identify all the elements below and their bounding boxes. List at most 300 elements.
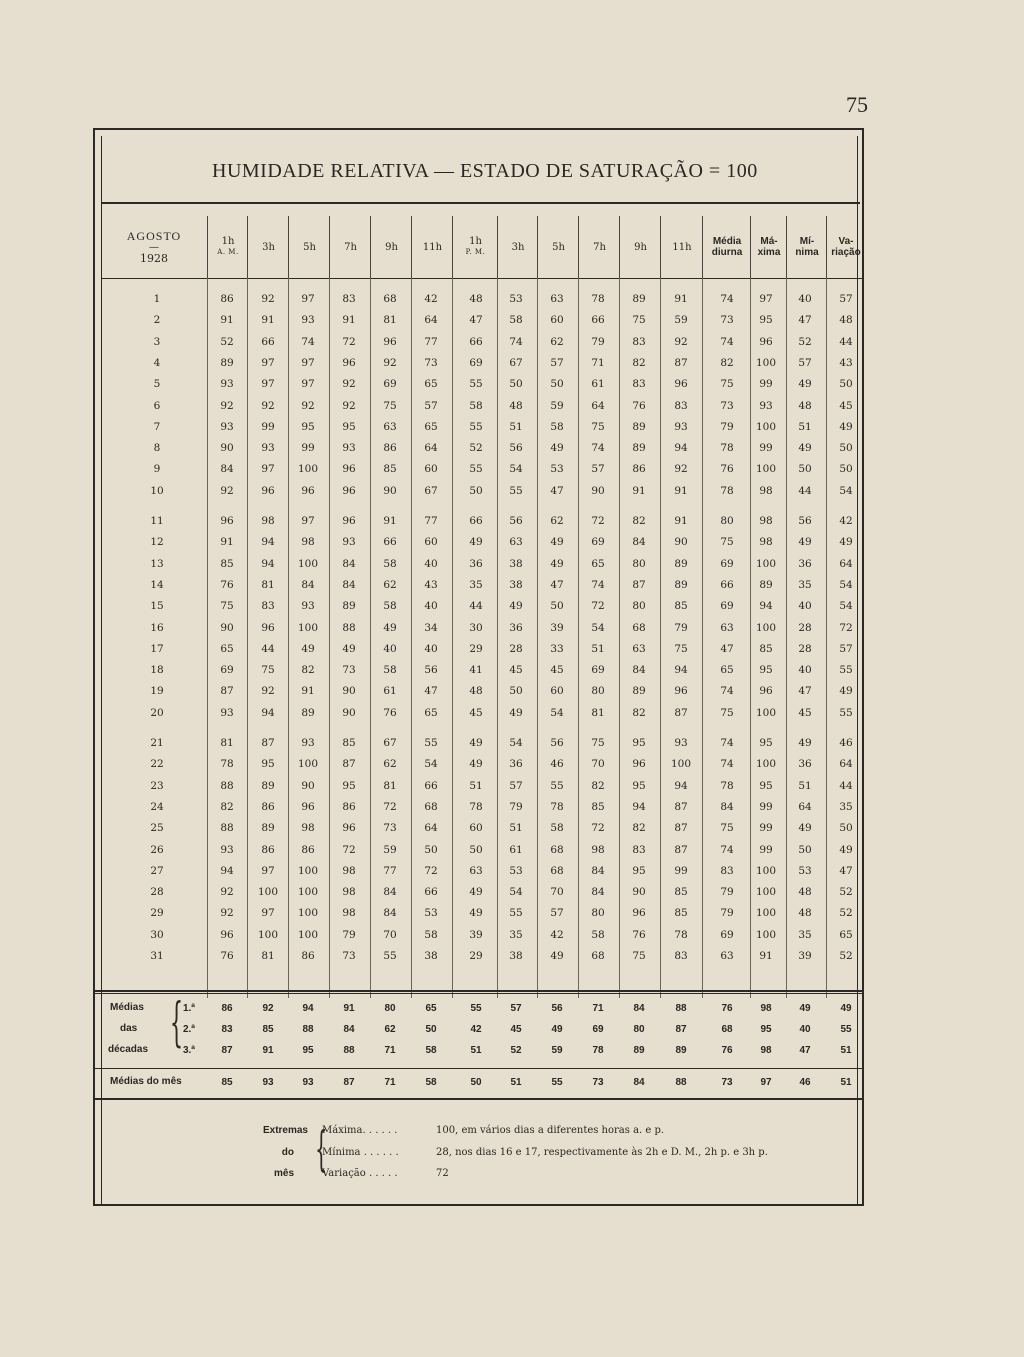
table-cell: 56 <box>798 515 812 527</box>
table-cell: 79 <box>342 928 356 941</box>
table-cell: 75 <box>720 822 734 835</box>
decade-average-row <box>101 1020 864 1041</box>
table-cell: 81 <box>383 314 397 327</box>
table-cell: 50 <box>550 600 564 613</box>
table-cell: 100 <box>297 886 319 899</box>
average-cell: 59 <box>551 1045 563 1056</box>
table-cell: 92 <box>220 399 234 412</box>
table-cell: 40 <box>798 293 812 305</box>
average-cell: 95 <box>302 1045 314 1056</box>
table-cell: 75 <box>720 706 734 719</box>
table-cell: 95 <box>301 420 315 433</box>
table-cell: 64 <box>424 822 438 835</box>
month-average-cell: 50 <box>470 1077 482 1088</box>
table-cell: 100 <box>297 621 319 634</box>
table-cell: 97 <box>301 378 315 391</box>
table-cell: 80 <box>591 907 605 920</box>
table-cell: 54 <box>839 600 853 613</box>
table-cell: 73 <box>720 314 734 327</box>
table-cell: 86 <box>301 843 315 856</box>
table-cell: 89 <box>759 578 773 591</box>
table-row <box>101 682 864 703</box>
table-cell: 40 <box>424 642 438 655</box>
table-cell: 93 <box>220 706 234 719</box>
table-cell: 57 <box>798 356 812 369</box>
table-cell: 54 <box>424 758 438 771</box>
month-header <box>101 216 207 278</box>
table-cell: 28 <box>798 642 812 655</box>
stat-header <box>750 216 787 278</box>
table-cell: 54 <box>839 578 853 591</box>
table-cell: 68 <box>632 621 646 634</box>
table-row <box>101 397 864 418</box>
table-cell: 48 <box>839 314 853 327</box>
table-cell: 94 <box>674 442 688 455</box>
table-cell: 92 <box>220 886 234 899</box>
table-cell: 65 <box>424 378 438 391</box>
table-cell: 90 <box>591 484 605 497</box>
table-cell: 100 <box>297 864 319 877</box>
hour-header <box>411 216 453 278</box>
table-cell: 75 <box>632 314 646 327</box>
table-cell: 44 <box>839 335 853 348</box>
table-cell: 89 <box>632 293 646 305</box>
table-cell: 64 <box>424 314 438 327</box>
table-cell: 49 <box>383 621 397 634</box>
table-cell: 81 <box>261 950 275 962</box>
table-cell: 100 <box>670 758 692 771</box>
day-cell: 30 <box>150 928 164 941</box>
table-cell: 82 <box>220 800 234 813</box>
table-cell: 99 <box>759 378 773 391</box>
table-cell: 49 <box>509 600 523 613</box>
table-cell: 89 <box>301 706 315 719</box>
day-cell: 18 <box>150 664 164 677</box>
table-cell: 98 <box>342 864 356 877</box>
table-cell: 74 <box>301 335 315 348</box>
table-cell: 59 <box>674 314 688 327</box>
table-cell: 49 <box>798 737 812 749</box>
avg-label-month: Médias do mês <box>110 1076 182 1087</box>
table-cell: 92 <box>342 378 356 391</box>
table-row <box>101 354 864 375</box>
table-cell: 67 <box>424 484 438 497</box>
avg-mid-rule <box>93 1068 864 1069</box>
table-cell: 45 <box>798 706 812 719</box>
table-cell: 99 <box>759 800 773 813</box>
table-cell: 45 <box>469 706 483 719</box>
table-row <box>101 704 864 725</box>
table-cell: 99 <box>674 864 688 877</box>
average-cell: 78 <box>592 1045 604 1056</box>
month-average-cell: 97 <box>760 1077 772 1088</box>
table-cell: 58 <box>550 822 564 835</box>
table-cell: 100 <box>297 463 319 476</box>
table-cell: 49 <box>550 950 564 962</box>
table-cell: 94 <box>261 536 275 549</box>
table-cell: 85 <box>674 600 688 613</box>
table-cell: 88 <box>220 822 234 835</box>
table-cell: 48 <box>798 399 812 412</box>
table-cell: 69 <box>720 928 734 941</box>
table-cell: 66 <box>720 578 734 591</box>
table-cell: 61 <box>591 378 605 391</box>
table-cell: 61 <box>509 843 523 856</box>
table-cell: 87 <box>342 758 356 771</box>
table-cell: 79 <box>720 420 734 433</box>
table-cell: 54 <box>839 484 853 497</box>
table-cell: 93 <box>342 442 356 455</box>
table-cell: 97 <box>759 293 773 305</box>
table-cell: 84 <box>591 864 605 877</box>
table-cell: 72 <box>591 600 605 613</box>
average-cell: 84 <box>633 1003 645 1014</box>
table-cell: 78 <box>720 484 734 497</box>
stat-header <box>826 216 865 278</box>
table-cell: 69 <box>720 600 734 613</box>
table-cell: 96 <box>342 356 356 369</box>
table-cell: 77 <box>424 515 438 527</box>
day-cell: 27 <box>150 864 164 877</box>
table-cell: 65 <box>591 557 605 570</box>
average-cell: 55 <box>470 1003 482 1014</box>
hour-header <box>537 216 579 278</box>
table-cell: 91 <box>759 950 773 962</box>
table-cell: 75 <box>261 664 275 677</box>
average-cell: 80 <box>384 1003 396 1014</box>
table-cell: 85 <box>342 737 356 749</box>
average-cell: 94 <box>302 1003 314 1014</box>
table-cell: 66 <box>261 335 275 348</box>
table-cell: 58 <box>383 600 397 613</box>
stat-header-label: nima <box>795 247 819 258</box>
average-cell: 52 <box>510 1045 522 1056</box>
table-cell: 83 <box>261 600 275 613</box>
average-cell: 76 <box>721 1003 733 1014</box>
table-cell: 55 <box>839 664 853 677</box>
average-cell: 88 <box>343 1045 355 1056</box>
table-cell: 75 <box>591 420 605 433</box>
table-cell: 60 <box>424 536 438 549</box>
table-cell: 89 <box>342 600 356 613</box>
table-cell: 100 <box>755 557 777 570</box>
table-cell: 55 <box>469 420 483 433</box>
table-cell: 91 <box>674 484 688 497</box>
avg-top-rule-2 <box>93 993 864 994</box>
table-cell: 98 <box>261 515 275 527</box>
hour-header <box>497 216 538 278</box>
hour-label: 9h <box>385 241 398 253</box>
month-dash: — <box>149 241 159 253</box>
table-cell: 79 <box>674 621 688 634</box>
table-cell: 73 <box>720 399 734 412</box>
table-cell: 54 <box>591 621 605 634</box>
table-cell: 73 <box>383 822 397 835</box>
table-cell: 94 <box>261 706 275 719</box>
table-cell: 50 <box>798 843 812 856</box>
table-cell: 66 <box>424 886 438 899</box>
table-cell: 75 <box>720 536 734 549</box>
table-cell: 93 <box>342 536 356 549</box>
table-cell: 89 <box>674 557 688 570</box>
table-cell: 75 <box>720 378 734 391</box>
table-row <box>101 904 864 925</box>
table-cell: 49 <box>469 758 483 771</box>
table-cell: 99 <box>301 442 315 455</box>
day-cell: 8 <box>153 442 161 455</box>
table-cell: 78 <box>720 779 734 792</box>
table-cell: 36 <box>469 557 483 570</box>
table-cell: 95 <box>632 864 646 877</box>
table-cell: 82 <box>632 822 646 835</box>
table-cell: 69 <box>469 356 483 369</box>
table-cell: 80 <box>720 515 734 527</box>
table-row <box>101 333 864 354</box>
avg-label-decadas: décadas <box>108 1044 149 1055</box>
table-cell: 57 <box>550 907 564 920</box>
table-cell: 38 <box>509 950 523 962</box>
table-cell: 52 <box>798 335 812 348</box>
table-cell: 81 <box>261 578 275 591</box>
table-cell: 53 <box>509 864 523 877</box>
table-cell: 63 <box>509 536 523 549</box>
table-cell: 88 <box>220 779 234 792</box>
table-cell: 66 <box>424 779 438 792</box>
hour-period-label: A. M. <box>217 248 239 256</box>
table-cell: 97 <box>301 293 315 305</box>
table-cell: 89 <box>674 578 688 591</box>
stat-header-label: Va- <box>838 236 854 247</box>
table-cell: 51 <box>591 642 605 655</box>
table-cell: 62 <box>383 758 397 771</box>
table-cell: 87 <box>674 800 688 813</box>
table-cell: 63 <box>720 950 734 962</box>
table-cell: 75 <box>591 737 605 749</box>
table-cell: 58 <box>469 399 483 412</box>
table-cell: 82 <box>632 356 646 369</box>
table-cell: 60 <box>469 822 483 835</box>
extremes-brace: { <box>315 1121 328 1177</box>
table-cell: 66 <box>591 314 605 327</box>
table-cell: 84 <box>342 557 356 570</box>
table-cell: 28 <box>509 642 523 655</box>
table-cell: 54 <box>509 886 523 899</box>
table-cell: 74 <box>720 758 734 771</box>
table-cell: 58 <box>550 420 564 433</box>
month-average-cell: 73 <box>721 1077 733 1088</box>
table-cell: 90 <box>342 706 356 719</box>
avg-label-medias: Médias <box>110 1002 144 1013</box>
day-cell: 7 <box>153 420 161 433</box>
average-cell: 62 <box>384 1024 396 1035</box>
table-cell: 48 <box>798 907 812 920</box>
table-cell: 99 <box>759 442 773 455</box>
table-cell: 49 <box>839 420 853 433</box>
table-cell: 46 <box>550 758 564 771</box>
table-cell: 54 <box>509 737 523 749</box>
average-cell: 89 <box>633 1045 645 1056</box>
table-cell: 92 <box>220 484 234 497</box>
average-cell: 51 <box>470 1045 482 1056</box>
table-cell: 87 <box>674 356 688 369</box>
table-cell: 94 <box>759 600 773 613</box>
table-cell: 95 <box>759 314 773 327</box>
table-cell: 97 <box>261 463 275 476</box>
table-cell: 50 <box>839 442 853 455</box>
table-cell: 84 <box>591 886 605 899</box>
table-cell: 78 <box>720 442 734 455</box>
table-cell: 91 <box>301 685 315 698</box>
table-cell: 58 <box>383 664 397 677</box>
table-cell: 65 <box>424 420 438 433</box>
table-cell: 98 <box>301 822 315 835</box>
table-cell: 64 <box>839 758 853 771</box>
hour-label: 11h <box>672 241 692 253</box>
table-cell: 95 <box>342 420 356 433</box>
table-cell: 97 <box>261 907 275 920</box>
table-cell: 55 <box>550 779 564 792</box>
table-cell: 63 <box>550 293 564 305</box>
table-row <box>101 926 864 947</box>
table-cell: 91 <box>220 314 234 327</box>
table-cell: 63 <box>469 864 483 877</box>
table-row <box>101 777 864 798</box>
month-average-cell: 93 <box>302 1077 314 1088</box>
table-cell: 49 <box>469 737 483 749</box>
month-average-cell: 73 <box>592 1077 604 1088</box>
table-cell: 94 <box>674 779 688 792</box>
table-cell: 92 <box>261 685 275 698</box>
hour-label: 5h <box>552 241 565 253</box>
table-cell: 83 <box>342 293 356 305</box>
page-number: 75 <box>846 92 868 117</box>
table-cell: 87 <box>220 685 234 698</box>
table-cell: 79 <box>720 907 734 920</box>
table-cell: 95 <box>632 737 646 749</box>
day-cell: 20 <box>150 706 164 719</box>
table-cell: 62 <box>383 578 397 591</box>
stat-header <box>786 216 827 278</box>
day-cell: 6 <box>153 399 161 412</box>
table-cell: 39 <box>798 950 812 962</box>
table-cell: 82 <box>720 356 734 369</box>
table-row <box>101 533 864 554</box>
table-cell: 100 <box>257 928 279 941</box>
table-row <box>101 418 864 439</box>
day-cell: 5 <box>153 378 161 391</box>
hour-label: 11h <box>422 241 443 253</box>
table-cell: 55 <box>424 737 438 749</box>
table-cell: 63 <box>632 642 646 655</box>
table-cell: 99 <box>759 843 773 856</box>
table-cell: 87 <box>674 822 688 835</box>
table-cell: 94 <box>220 864 234 877</box>
hour-period-label: P. M. <box>465 248 486 256</box>
hour-header <box>207 216 248 278</box>
day-cell: 17 <box>150 642 164 655</box>
table-cell: 100 <box>755 463 777 476</box>
month-average-cell: 51 <box>840 1077 852 1088</box>
table-cell: 73 <box>342 950 356 962</box>
table-cell: 74 <box>509 335 523 348</box>
table-cell: 85 <box>674 886 688 899</box>
table-cell: 45 <box>839 399 853 412</box>
hour-header <box>329 216 371 278</box>
table-cell: 89 <box>632 420 646 433</box>
table-cell: 75 <box>674 642 688 655</box>
table-cell: 55 <box>509 907 523 920</box>
table-cell: 87 <box>674 706 688 719</box>
table-cell: 57 <box>839 642 853 655</box>
table-cell: 83 <box>632 335 646 348</box>
table-cell: 70 <box>591 758 605 771</box>
table-row <box>101 290 864 311</box>
hour-label: 1h <box>469 236 482 247</box>
table-cell: 74 <box>720 685 734 698</box>
table-cell: 60 <box>424 463 438 476</box>
average-cell: 71 <box>384 1045 396 1056</box>
table-cell: 39 <box>469 928 483 941</box>
hour-label: 5h <box>303 241 316 253</box>
table-cell: 50 <box>550 378 564 391</box>
table-cell: 96 <box>342 463 356 476</box>
table-cell: 75 <box>383 399 397 412</box>
table-cell: 50 <box>469 843 483 856</box>
average-cell: 98 <box>760 1003 772 1014</box>
table-cell: 100 <box>755 928 777 941</box>
table-cell: 95 <box>632 779 646 792</box>
table-cell: 65 <box>220 642 234 655</box>
hour-label: 7h <box>593 241 606 253</box>
table-cell: 66 <box>469 515 483 527</box>
day-cell: 4 <box>153 356 161 369</box>
table-cell: 89 <box>632 442 646 455</box>
table-cell: 90 <box>342 685 356 698</box>
table-row <box>101 883 864 904</box>
table-cell: 96 <box>383 335 397 348</box>
table-cell: 90 <box>301 779 315 792</box>
table-cell: 67 <box>509 356 523 369</box>
table-cell: 64 <box>424 442 438 455</box>
table-cell: 47 <box>839 864 853 877</box>
table-cell: 52 <box>839 950 853 962</box>
hour-label: 1h <box>221 236 235 247</box>
day-cell: 29 <box>150 907 164 920</box>
table-cell: 78 <box>220 758 234 771</box>
table-cell: 45 <box>550 664 564 677</box>
table-cell: 76 <box>220 950 234 962</box>
day-cell: 22 <box>150 758 164 771</box>
table-cell: 36 <box>798 758 812 771</box>
table-cell: 96 <box>342 515 356 527</box>
table-cell: 50 <box>839 378 853 391</box>
table-cell: 96 <box>220 515 234 527</box>
table-cell: 40 <box>424 557 438 570</box>
table-cell: 100 <box>755 864 777 877</box>
table-cell: 76 <box>632 928 646 941</box>
table-cell: 56 <box>424 664 438 677</box>
table-row <box>101 439 864 460</box>
table-cell: 63 <box>383 420 397 433</box>
table-cell: 93 <box>301 314 315 327</box>
table-cell: 83 <box>674 399 688 412</box>
month-average-cell: 55 <box>551 1077 563 1088</box>
table-cell: 49 <box>839 536 853 549</box>
table-cell: 83 <box>632 843 646 856</box>
table-cell: 62 <box>550 335 564 348</box>
table-cell: 50 <box>469 484 483 497</box>
table-cell: 80 <box>632 557 646 570</box>
